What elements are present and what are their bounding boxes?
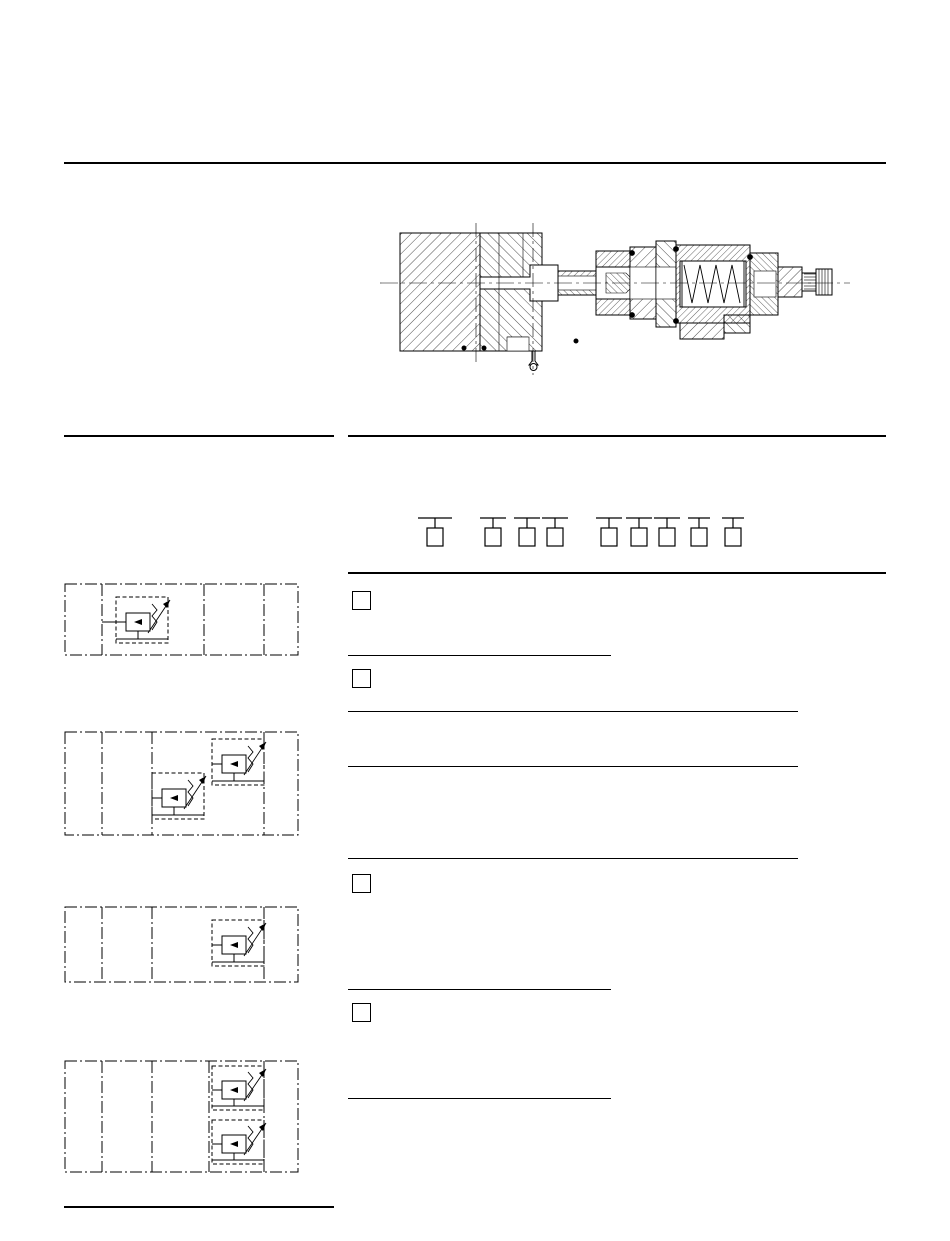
underline-4 — [348, 858, 798, 859]
underline-3 — [348, 766, 798, 767]
underline-2 — [348, 711, 798, 712]
schematic-single-relief-port-a — [64, 583, 299, 656]
schematic-dual-relief — [64, 731, 299, 836]
schematic-stacked-relief — [64, 1060, 299, 1173]
right-section-rule — [348, 435, 886, 437]
ordering-code-stubs — [410, 510, 760, 555]
header-rule — [64, 162, 886, 164]
option-square-2[interactable] — [352, 669, 371, 688]
left-column-bottom-rule — [64, 1206, 334, 1208]
underline-1 — [348, 655, 611, 656]
option-square-1[interactable] — [352, 591, 371, 610]
left-section-rule — [64, 435, 334, 437]
ordering-code-rule — [348, 572, 886, 574]
option-square-4[interactable] — [352, 1003, 371, 1022]
underline-6 — [348, 1098, 611, 1099]
option-square-3[interactable] — [352, 874, 371, 893]
underline-5 — [348, 989, 611, 990]
cutaway-drawing — [380, 215, 850, 380]
schematic-single-relief-port-b — [64, 906, 299, 983]
